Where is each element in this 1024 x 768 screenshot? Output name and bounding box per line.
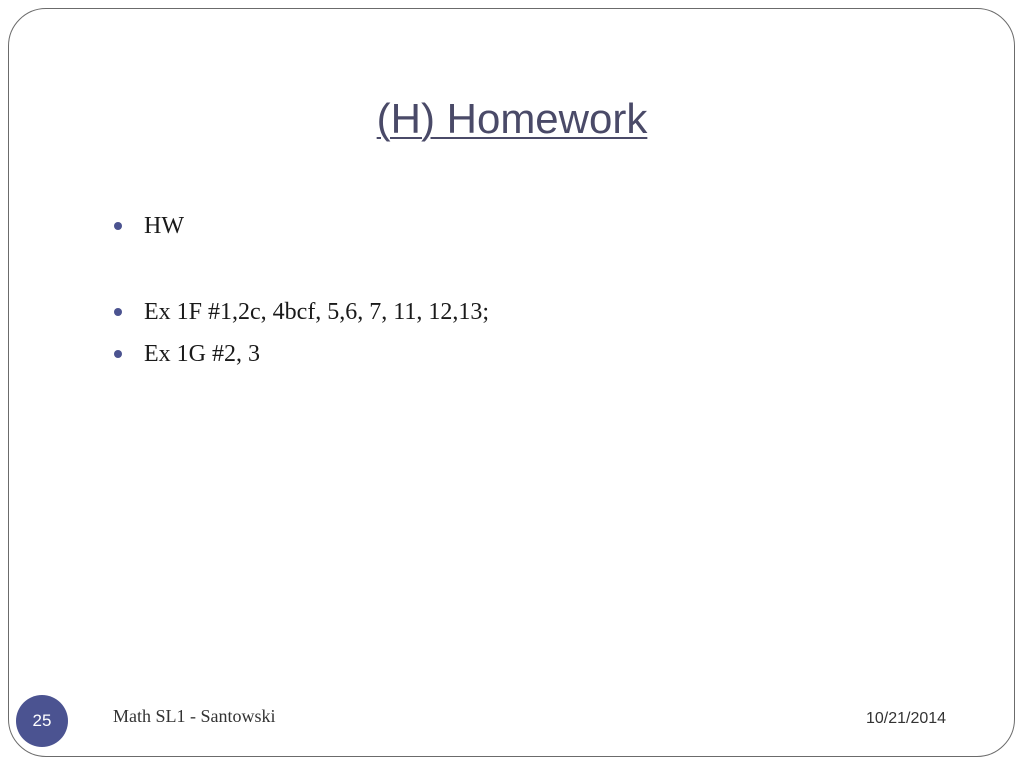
- slide-title: (H) Homework: [376, 95, 648, 142]
- footer-date: 10/21/2014: [866, 710, 947, 727]
- bullet-item-hw: [114, 208, 489, 244]
- bullet-item-ex-1f: [114, 294, 489, 330]
- bullet-dot-icon: [114, 308, 122, 316]
- footer-author: Math SL1 - Santowski: [113, 706, 276, 726]
- bullet-dot-icon: [114, 350, 122, 358]
- bullet-text: HW: [144, 213, 184, 239]
- bullet-text: Ex 1G #2, 3: [144, 341, 260, 367]
- bullet-item-ex-1g: [114, 336, 489, 372]
- bullet-list: [114, 208, 489, 372]
- slide-number-badge: 25: [16, 695, 68, 747]
- bullet-text: Ex 1F #1,2c, 4bcf, 5,6, 7, 11, 12,13;: [144, 299, 490, 325]
- bullet-dot-icon: [114, 222, 122, 230]
